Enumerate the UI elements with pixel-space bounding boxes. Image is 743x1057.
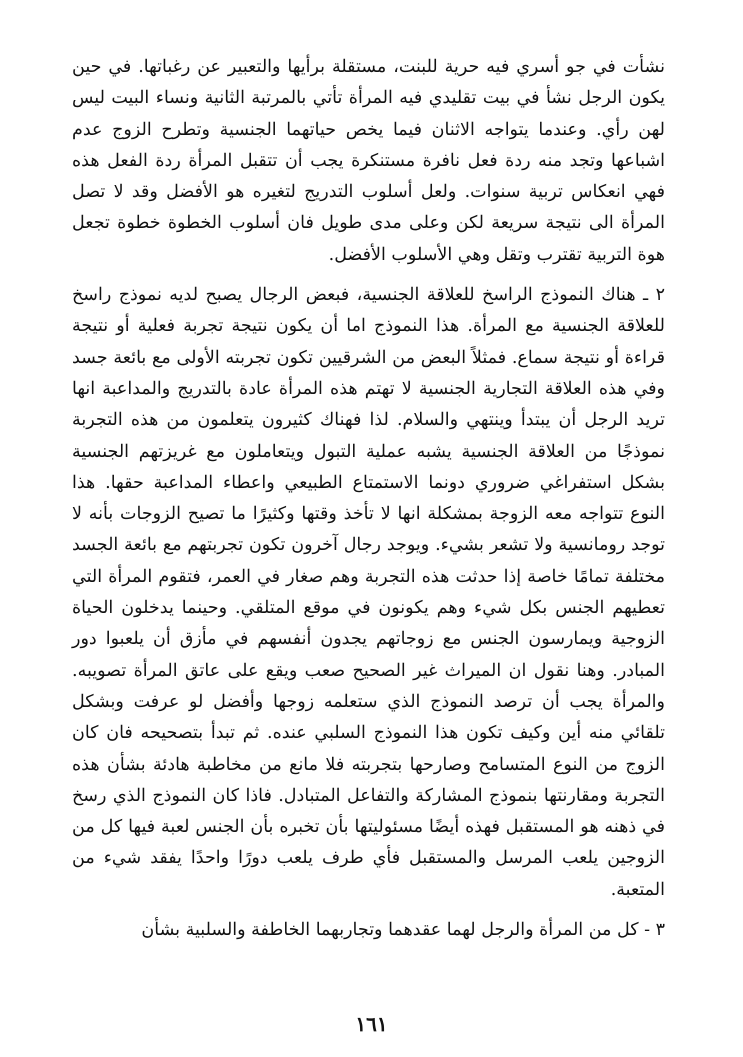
paragraph-upbringing-difference: نشأت في جو أسري فيه حرية للبنت، مستقلة برأيها والتعبير عن رغباتها. في حين يكون الرجل نشأ في بيت تقليدي فيه المرأة تأتي بالمرتبة الثانية ونساء البيت ليس لهن رأي. وعندما يتواجه الاثنان فيما يخص حياتهما الجنسية وتطرح الزوج عدم اشباعها وتجد منه ردة فعل نافرة مستنكرة يجب أن تتقبل المرأة ردة الفعل هذه فهي انعكاس تربية سنوات. ولعل أسلوب التدريج لتغيره هو الأفضل وقد لا تصل المرأة الى نتيجة سريعة لكن وعلى مدى طويل فان أسلوب الخطوة خطوة تجعل هوة التربية تقترب وتقل وهي الأسلوب الأفضل. [72, 57, 665, 265]
body-text [72, 52, 665, 946]
page-number: ١٦١ [355, 1012, 388, 1036]
paragraph-established-model: ٢ ـ هناك النموذج الراسخ للعلاقة الجنسية، فبعض الرجال يصبح لديه نموذج راسخ للعلاقة الجنسية مع المرأة. هذا النموذج اما أن يكون نتيجة تجربة فعلية أو نتيجة قراءة أو نتيجة سماع. فمثلاً البعض من الشرقيين تكون تجربته الأولى مع بائعة جسد وفي هذه العلاقة التجارية الجنسية لا تهتم هذه المرأة عادة بالتدريج والمداعبة انها تريد الرجل أن يبتدأ وينتهي والسلام. لذا فهناك كثيرون يتعلمون من هذه التجربة نموذجًا من العلاقة الجنسية يشبه عملية التبول ويتعاملون مع غريزتهم الجنسية بشكل استفراغي ضروري دونما الاستمتاع الطبيعي واعطاء المداعبة حقها. هذا النوع تتواجه معه الزوجة بمشكلة انها لا تأخذ وقتها وكثيرًا ما تصيح الزوجات بأنه لا توجد رومانسية ولا تشعر بشيء. ويوجد رجال آخرون تكون تجربتهم مع بائعة الجسد مختلفة تمامًا خاصة إذا حدثت هذه التجربة وهم صغار في العمر، فتقوم المرأة التي تعطيهم الجنس بكل شيء وهم يكونون في موقع المتلقي. وحينما يدخلون الحياة الزوجية ويمارسون الجنس مع زوجاتهم يجدون أنفسهم في مأزق أن يلعبوا دور المبادر. وهنا نقول ان الميراث غير الصحيح صعب ويقع على عاتق المرأة تصويبه. والمرأة يجب أن ترصد النموذج الذي ستعلمه زوجها وأفضل لو عرفت وبشكل تلقائي منه أين وكيف تكون هذا النموذج السلبي عنده. ثم تبدأ بتصحيحه فان كان الزوج من النوع المتسامح وصارحها بتجربته فلا مانع من مخاطبة هادئة بشأن هذه التجربة ومقارنتها بنموذج المشاركة والتفاعل المتبادل. فاذا كان النموذج الذي رسخ في ذهنه هو المستقبل فهذه أيضًا مسئوليتها بأن تخبره بأن الجنس لعبة فيها كل من الزوجين يلعب المرسل والمستقبل فأي طرف يلعب دورًا واحدًا يفقد شيء من المتعبة. [72, 285, 665, 900]
paragraph-complexes-and-experiences: ٣ - كل من المرأة والرجل لهما عقدهما وتجاربهما الخاطفة والسلبية بشأن [141, 920, 665, 941]
